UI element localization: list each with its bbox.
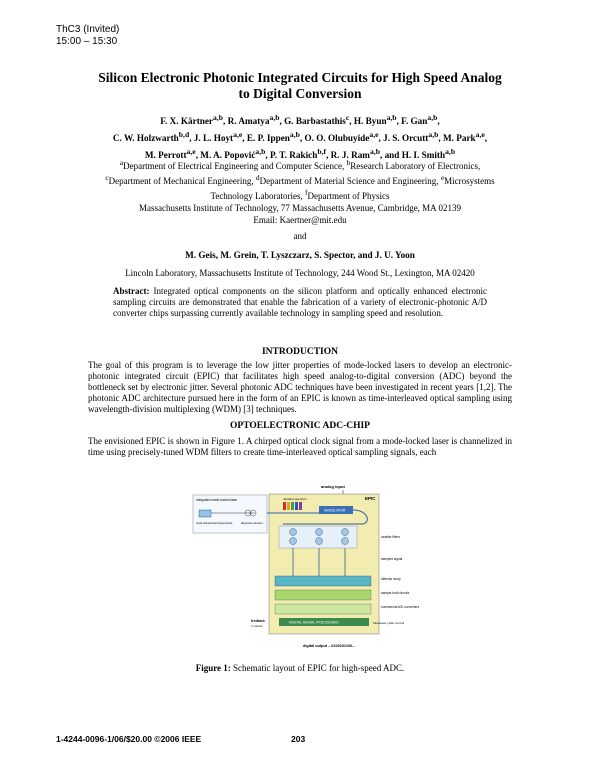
- session-time: 15:00 – 15:30: [56, 36, 118, 47]
- spectrum-bar: [287, 502, 290, 510]
- session-label: ThC3 (Invited): [56, 24, 120, 35]
- author-list-2: M. Geis, M. Grein, T. Lyszczarz, S. Spector, and J. U. Yoon: [185, 250, 415, 260]
- sample-hold-label: sample-hold circuits: [381, 591, 410, 595]
- ring-filter-icon: [290, 538, 297, 545]
- footer-copyright: 1-4244-0096-1/06/$20.00 ©2006 IEEE: [56, 734, 202, 744]
- affiliation-line-3: Technology Laboratories, $^f$Department of Physics: [210, 188, 390, 201]
- ring-filter-icon: [316, 529, 323, 536]
- session-info: [56, 24, 119, 48]
- modelocked-label: mode locked laser: [196, 522, 218, 525]
- modulator-label: MODULATOR: [324, 508, 346, 513]
- dispersive-label: dispersive element: [241, 522, 263, 525]
- title-line-2: to Digital Conversion: [238, 86, 362, 101]
- adc-heading: OPTOELECTRONIC ADC-CHIP: [230, 421, 370, 431]
- abstract-text: Integrated optical components on the silicon platform and optically enhanced electronic sampling circuits are demonstrated that enable the fabrication of a variety of electronic-photonic A/D converter chips surpassing currently available technology in sampling speed and resolution.: [113, 286, 487, 318]
- adc-paragraph: The envisioned EPIC is shown in Figure 1. A chirped optical clock signal from a mode-locked laser is channelized in time using precisely-tuned WDM filters to create time-interleaved optical sampling signals, each: [88, 436, 512, 457]
- laser-block: [199, 510, 211, 517]
- ring-filter-icon: [290, 529, 297, 536]
- detector-label: detector array: [381, 577, 401, 581]
- dsp-label: DIGITAL SIGNAL PROCESSING: [289, 620, 339, 625]
- epic-label: EPIC: [365, 496, 376, 501]
- ring-filter-icon: [342, 538, 349, 545]
- affiliations: [60, 157, 540, 226]
- intro-heading: INTRODUCTION: [261, 347, 338, 357]
- and-separator: and: [293, 231, 307, 241]
- affiliation-2: Lincoln Laboratory, Massachusetts Institute of Technology, 244 Wood St., Lexington, MA 02420: [125, 268, 475, 278]
- page-number: 203: [291, 734, 306, 744]
- adc-label: commercial A/D converters: [381, 605, 420, 609]
- affiliation-line-2: $^c$Department of Mechanical Engineering, $^d$Department of Material Science and Engineering, $^e$Microsystems: [105, 173, 495, 186]
- spectrum-bar: [295, 502, 298, 510]
- intro-paragraph: The goal of this program is to leverage the low jitter properties of mode-locked lasers to develop an electronic-photonic integrated circuit (EPIC) that facilitates high speed analog-to-digital conversion (ADC) beyond the bottleneck set by electronic jitter. Several photonic ADC techniques have been investigated in recent years [1,2]. The photonic ADC architecture pursued here in the form of an EPIC is known as time-interleaved optical sampling using wavelength-division multiplexing (WDM) [3] techniques.: [88, 360, 512, 414]
- author-list: [60, 111, 540, 162]
- paper-title: [60, 70, 540, 102]
- interleave-label: Interleave / jitter control: [373, 621, 405, 625]
- digital-output-label: digital output ...0100101100...: [303, 644, 356, 648]
- affiliation-line-1: $^a$Department of Electrical Engineering and Computer Science, $^b$Research Laboratory of Electronics,: [119, 158, 481, 171]
- spectrum-bar: [299, 502, 302, 510]
- ring-filter-icon: [342, 529, 349, 536]
- figure-1-schematic: [193, 480, 420, 653]
- ring-filter-icon: [316, 538, 323, 545]
- sampled-label: sampled signal: [381, 557, 403, 561]
- chirped-label: chirped pulse: [217, 522, 233, 525]
- email: Email: Kaertner@mit.edu: [253, 215, 347, 225]
- inset-title: Integrated mode-locked laser: [196, 498, 238, 502]
- tunable-label: tunable filters: [381, 535, 400, 539]
- caption-text: Schematic layout of EPIC for high-speed ADC.: [230, 663, 405, 673]
- abstract: [113, 286, 487, 319]
- authors-line-2: C. W. Holzwarth$^{b,d}$, J. L. Hoyt$^{a,e}$, E. P. Ippen$^{a,b}$, O. O. Olubuyide$^{a,e}$, J. S. Orcutt$^{a,b}$, M. Park$^{a,e}$,: [112, 130, 488, 144]
- feedback-label: feedback: [251, 619, 265, 623]
- spectrum-label: ultrafast spectrum: [283, 497, 307, 501]
- sample-hold-row: [275, 590, 371, 600]
- abstract-label: Abstract:: [113, 286, 150, 296]
- analog-input-label: analog input: [321, 484, 345, 489]
- affiliation-line-4: Massachusetts Institute of Technology, 77 Massachusetts Avenue, Cambridge, MA 02139: [139, 203, 461, 213]
- authors-line-3: M. Perrott$^{a,e}$, M. A. Popović$^{a,b}$, P. T. Rakich$^{b,f}$, R. J. Ram$^{a,b}$, and H. I. Smith$^{a,b}$: [144, 147, 456, 161]
- figure-caption: [60, 663, 540, 673]
- authors-line-1: F. X. Kärtner$^{a,b}$, R. Amatya$^{a,b}$, G. Barbastathis$^c$, H. Byun$^{a,b}$, F. Gan$^{a,b}$,: [160, 113, 440, 127]
- spectrum-bar: [283, 502, 286, 510]
- caption-label: Figure 1:: [195, 663, 231, 673]
- lambda-control-label: λ control: [251, 624, 263, 628]
- spectrum-bar: [291, 502, 294, 510]
- adc-row: [275, 604, 371, 614]
- detector-array: [275, 576, 371, 586]
- title-line-1: Silicon Electronic Photonic Integrated Circuits for High Speed Analog: [98, 70, 502, 85]
